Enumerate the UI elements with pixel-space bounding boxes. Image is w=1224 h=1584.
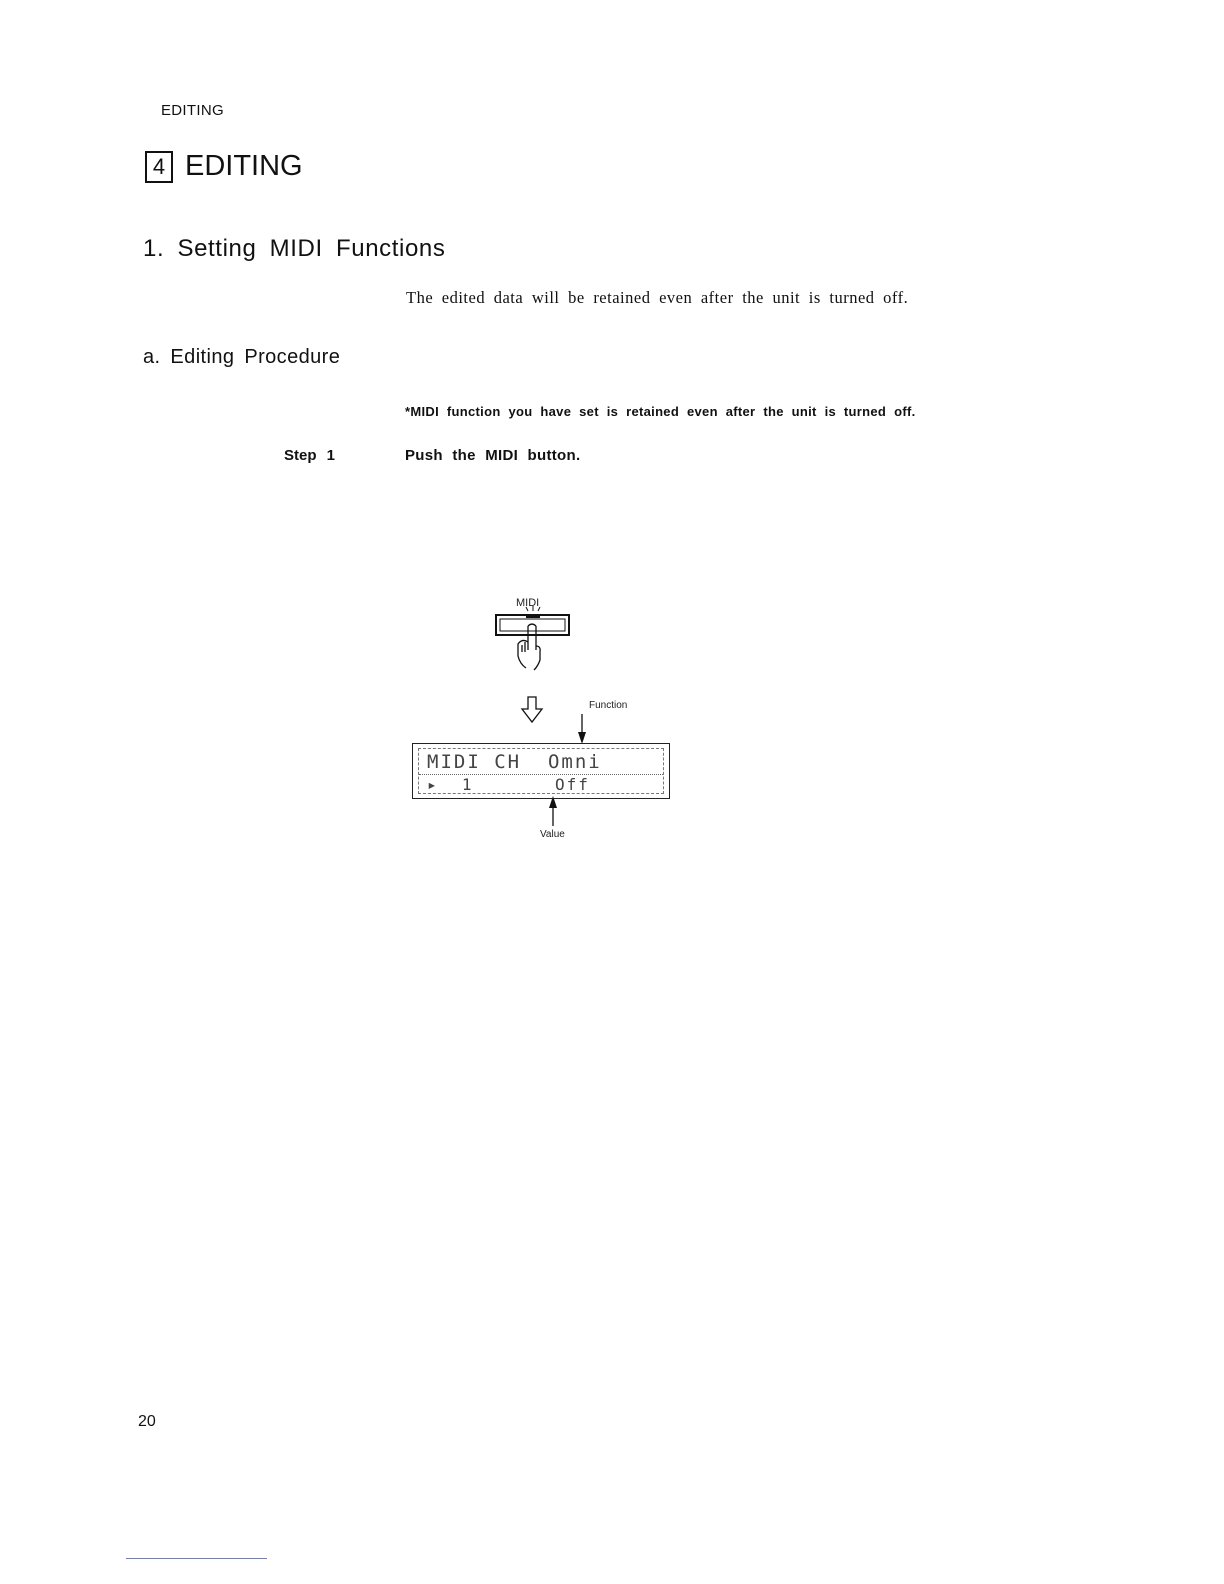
down-arrow-icon bbox=[522, 697, 542, 722]
section-intro: The edited data will be retained even after the unit is turned off. bbox=[406, 288, 909, 307]
pointer-arrow-icon bbox=[578, 714, 586, 744]
lcd-line-function: MIDI CH Omni bbox=[427, 751, 602, 773]
lcd-line-value: ▸ 1 Off bbox=[427, 775, 590, 794]
lcd-display bbox=[412, 743, 670, 799]
function-label: Function bbox=[589, 700, 628, 711]
lcd-panel bbox=[418, 748, 664, 794]
midi-button-icon bbox=[496, 606, 569, 635]
section-title: 1. Setting MIDI Functions bbox=[143, 235, 446, 262]
step-instruction: Push the MIDI button. bbox=[405, 447, 581, 464]
step-label: Step 1 bbox=[284, 447, 336, 464]
page-number: 20 bbox=[138, 1413, 156, 1430]
figure-graphics bbox=[400, 590, 690, 850]
subsection-title: a. Editing Procedure bbox=[143, 346, 341, 368]
midi-button-label: MIDI bbox=[516, 597, 540, 609]
value-label: Value bbox=[540, 829, 565, 840]
chapter-heading bbox=[145, 150, 303, 183]
footer-rule bbox=[126, 1558, 267, 1559]
running-head: EDITING bbox=[161, 102, 224, 119]
midi-procedure-figure bbox=[400, 590, 690, 850]
chapter-number: 4 bbox=[145, 151, 173, 183]
pointer-arrow-icon bbox=[549, 796, 557, 826]
retention-note: *MIDI function you have set is retained even after the unit is turned off. bbox=[405, 404, 916, 419]
chapter-title: EDITING bbox=[185, 150, 303, 182]
